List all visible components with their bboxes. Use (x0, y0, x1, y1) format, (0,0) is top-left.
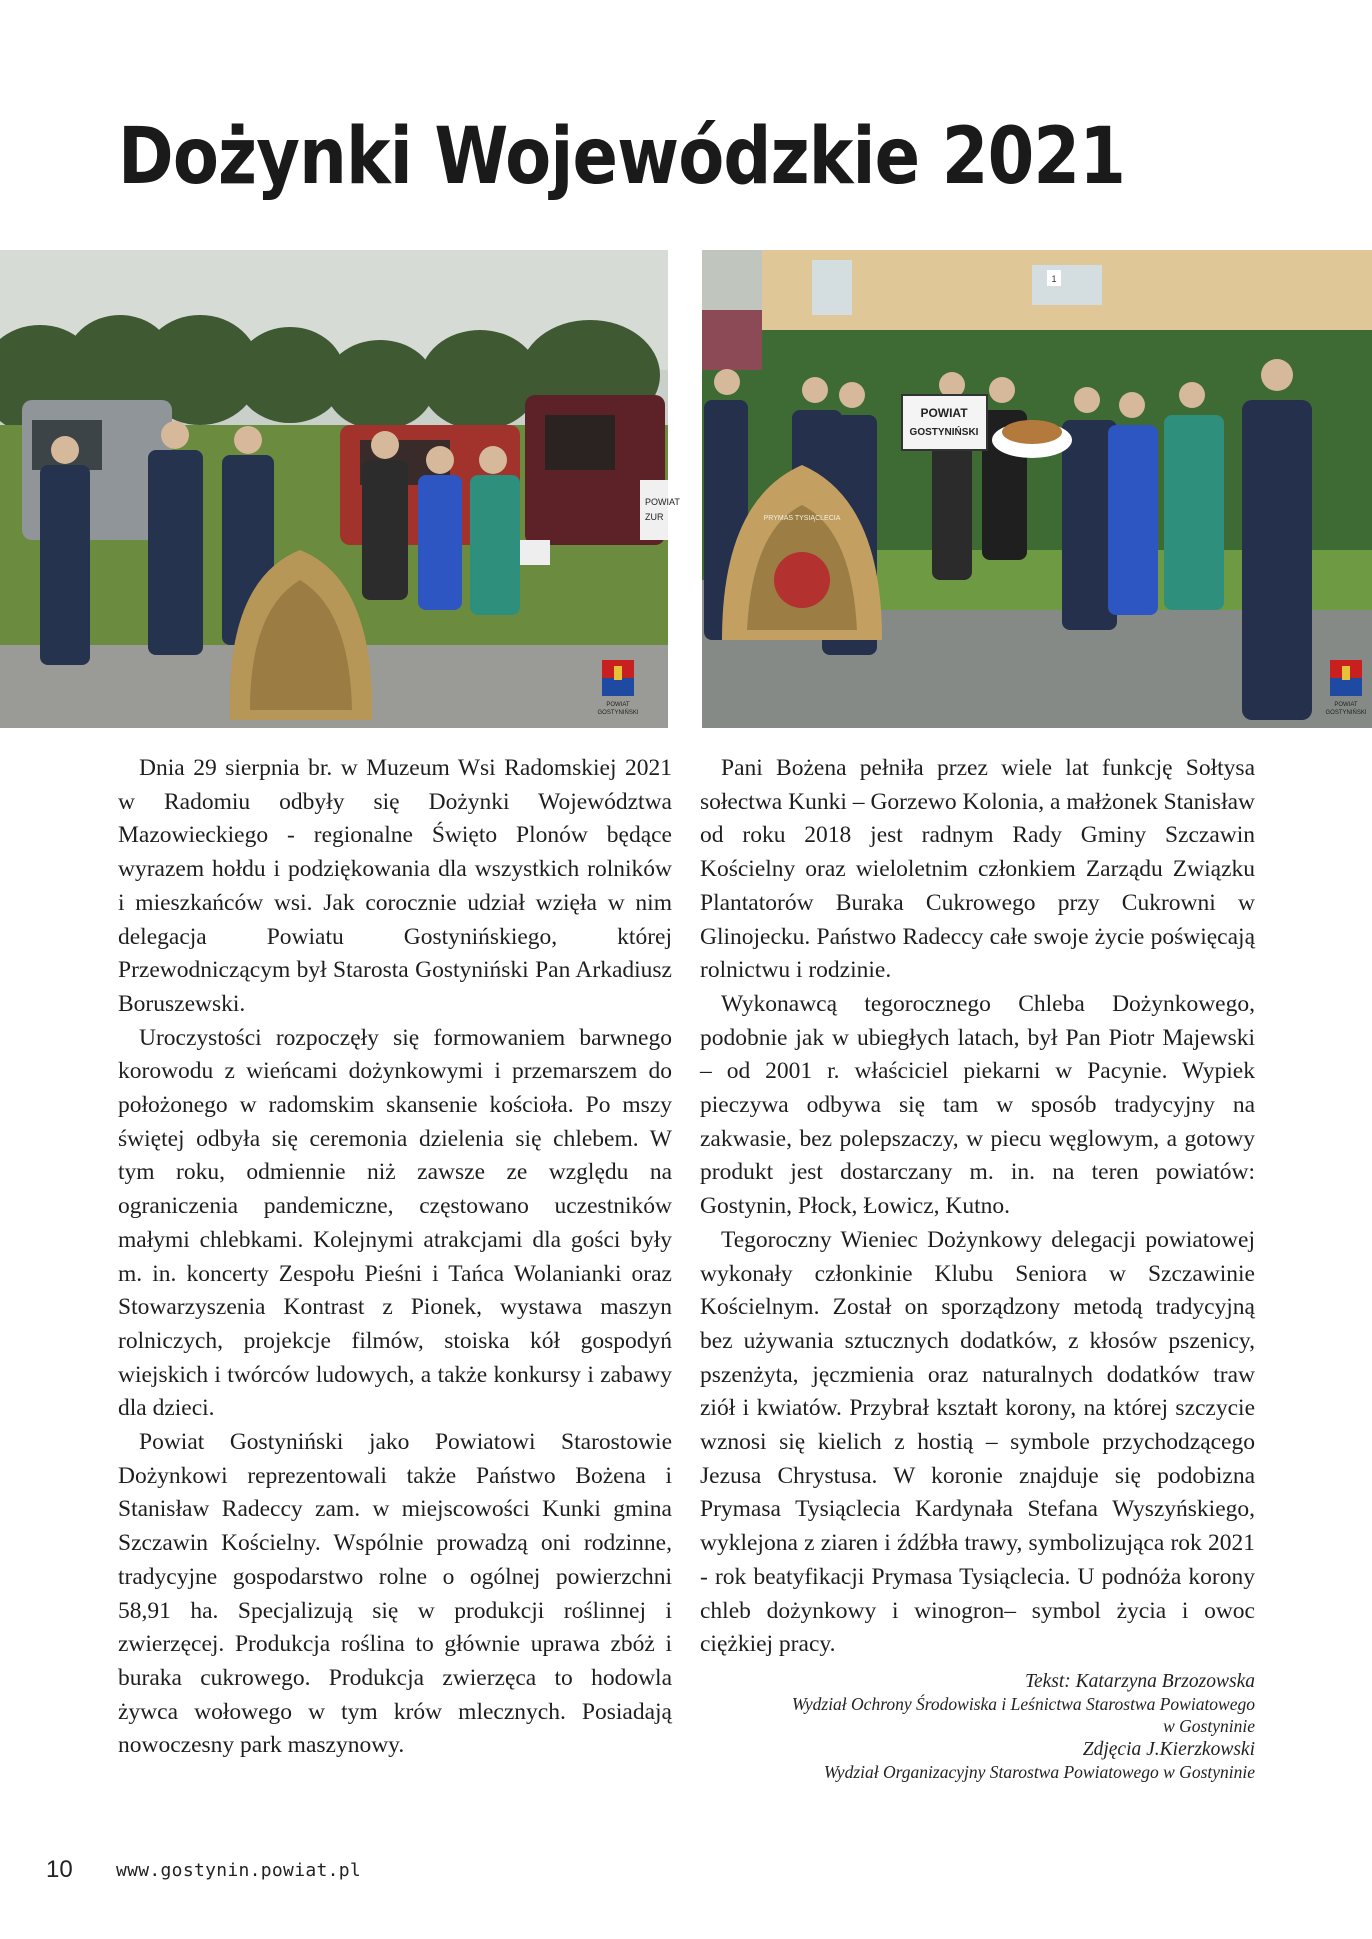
crest-caption-right-1: POWIAT (1334, 702, 1358, 708)
paragraph: Uroczystości rozpoczęły się formowaniem barwnego korowodu z wieńcami dożynkowymi i przemarszem do położonego w radomskim skansenie kościoła. Po mszy świętej odbyła się ceremonia dzielenia się chlebem. W tym roku, odmiennie niż zawsze ze względu na ograniczenia pandemiczne, częstowano uczestników małymi chlebkami. Kolejnymi atrakcjami dla gości były m. in. koncerty Zespołu Pieśni i Tańca Wolanianki oraz Stowarzyszenia Kontrast z Pionek, wystawa maszyn rolniczych, projekcje filmów, stoiska kół gospodyń wiejskich i twórców ludowych, a także konkursy i zabawy dla dzieci. (118, 1024, 672, 1422)
sign-text-right-2: GOSTYNIŃSKI (909, 427, 979, 438)
website-link[interactable]: www.gostynin.powiat.pl (116, 1860, 362, 1881)
wreath-label: PRYMAS TYSIĄCLECIA (763, 515, 841, 522)
article-column-right (700, 752, 1255, 1783)
crest-caption-right-2: GOSTYNIŃSKI (1325, 710, 1367, 716)
sign-text-left: POWIAT (645, 497, 680, 507)
page-number: 10 (46, 1856, 73, 1883)
photo-author-department: Wydział Organizacyjny Starostwa Powiatowego w Gostyninie (823, 1761, 1255, 1782)
crest-caption-left-1: POWIAT (606, 702, 630, 708)
photo-delegation-house (702, 250, 1372, 728)
paragraph: Pani Bożena pełniła przez wiele lat funkcję Sołtysa sołectwa Kunki – Gorzewo Kolonia, a małżonek Stanisław od roku 2018 jest radnym Rady Gminy Szczawin Kościelny oraz wieloletnim członkiem Zarządu Związku Plantatorów Buraka Cukrowego przy Cukrowni w Glinojecku. Państwo Radeccy całe swoje życie poświęcają rolnictwu i rodzinie. (700, 755, 1255, 984)
paragraph: Tegoroczny Wieniec Dożynkowy delegacji powiatowej wykonały członkinie Klubu Seniora w Szczawinie Kościelnym. Został on sporządzony metodą tradycyjną bez używania sztucznych dodatków, z kłosów pszenicy, pszenżyta, jęczmienia oraz naturalnych dodatków traw ziół i kwiatów. Przybrał kształt korony, na której szczycie wznosi się kielich z hostią – symbole przychodzącego Jezusa Chrystusa. W koronie znajduje się podobizna Prymasa Tysiąclecia Kardynała Stefana Wyszyńskiego, wyklejona z ziaren i źdźbła trawy, symbolizująca rok 2021 - rok beatyfikacji Prymasa Tysiąclecia. U podnóża korony chleb dożynkowy i winogron– symbol życia i owoc ciężkiej pracy. (700, 1226, 1255, 1658)
page-title: Dożynki Wojewódzkie 2021 (118, 112, 1126, 202)
text-author-department-city: w Gostyninie (1163, 1716, 1255, 1737)
photo-right-illustration (702, 250, 1372, 728)
coat-of-arms-icon (602, 660, 634, 696)
article-column-left (118, 752, 672, 1763)
crest-caption-left-2: GOSTYNIŃSKI (597, 710, 639, 716)
paragraph: Powiat Gostyniński jako Powiatowi Starostowie Dożynkowi reprezentowali także Państwo Bożena i Stanisław Radeccy zam. w miejscowości Kunki gmina Szczawin Kościelny. Wspólnie prowadzą oni rodzinne, tradycyjne gospodarstwo rolne o ogólnej powierzchni 58,91 ha. Specjalizują się w produkcji roślinnej i zwierzęcej. Produkcja roślina to głównie uprawa zbóż i buraka cukrowego. Produkcja zwierzęca to hodowla żywca wołowego w tym krów mlecznych. Posiadają nowoczesny park maszynowy. (118, 1429, 672, 1759)
photo-left-illustration (0, 250, 680, 728)
paragraph: Dnia 29 sierpnia br. w Muzeum Wsi Radomskiej 2021 w Radomiu odbyły się Dożynki Województwa Mazowieckiego - regionalne Święto Plonów będące wyrazem hołdu i podziękowania dla wszystkich rolników i mieszkańców wsi. Jak corocznie udział wzięła w nim delegacja Powiatu Gostynińskiego, której Przewodniczącym był Starosta Gostyniński Pan Arkadiusz Boruszewski. (118, 755, 672, 1017)
photo-delegation-vans (0, 250, 680, 728)
sign-text-right-1: POWIAT (920, 406, 968, 420)
credits (700, 1670, 1255, 1784)
paragraph: Wykonawcą tegorocznego Chleba Dożynkowego, podobnie jak w ubiegłych latach, był Pan Piotr Majewski – od 2001 r. właściciel piekarni w Pacynie. Wypiek pieczywa odbywa się tam w sposób tradycyjny na zakwasie, bez polepszaczy, w piecu węglowym, a gotowy produkt jest dostarczany m. in. na teren powiatów: Gostynin, Płock, Łowicz, Kutno. (700, 990, 1255, 1220)
coat-of-arms-icon (1330, 660, 1362, 696)
text-author: Tekst: Katarzyna Brzozowska (1024, 1670, 1255, 1692)
photo-author: Zdjęcia J.Kierzkowski (1082, 1738, 1255, 1760)
text-author-department: Wydział Ochrony Środowiska i Leśnictwa Starostwa Powiatowego (791, 1693, 1255, 1714)
house-number: 1 (1051, 274, 1057, 284)
sign-text-left-2: ZUR (645, 512, 664, 522)
